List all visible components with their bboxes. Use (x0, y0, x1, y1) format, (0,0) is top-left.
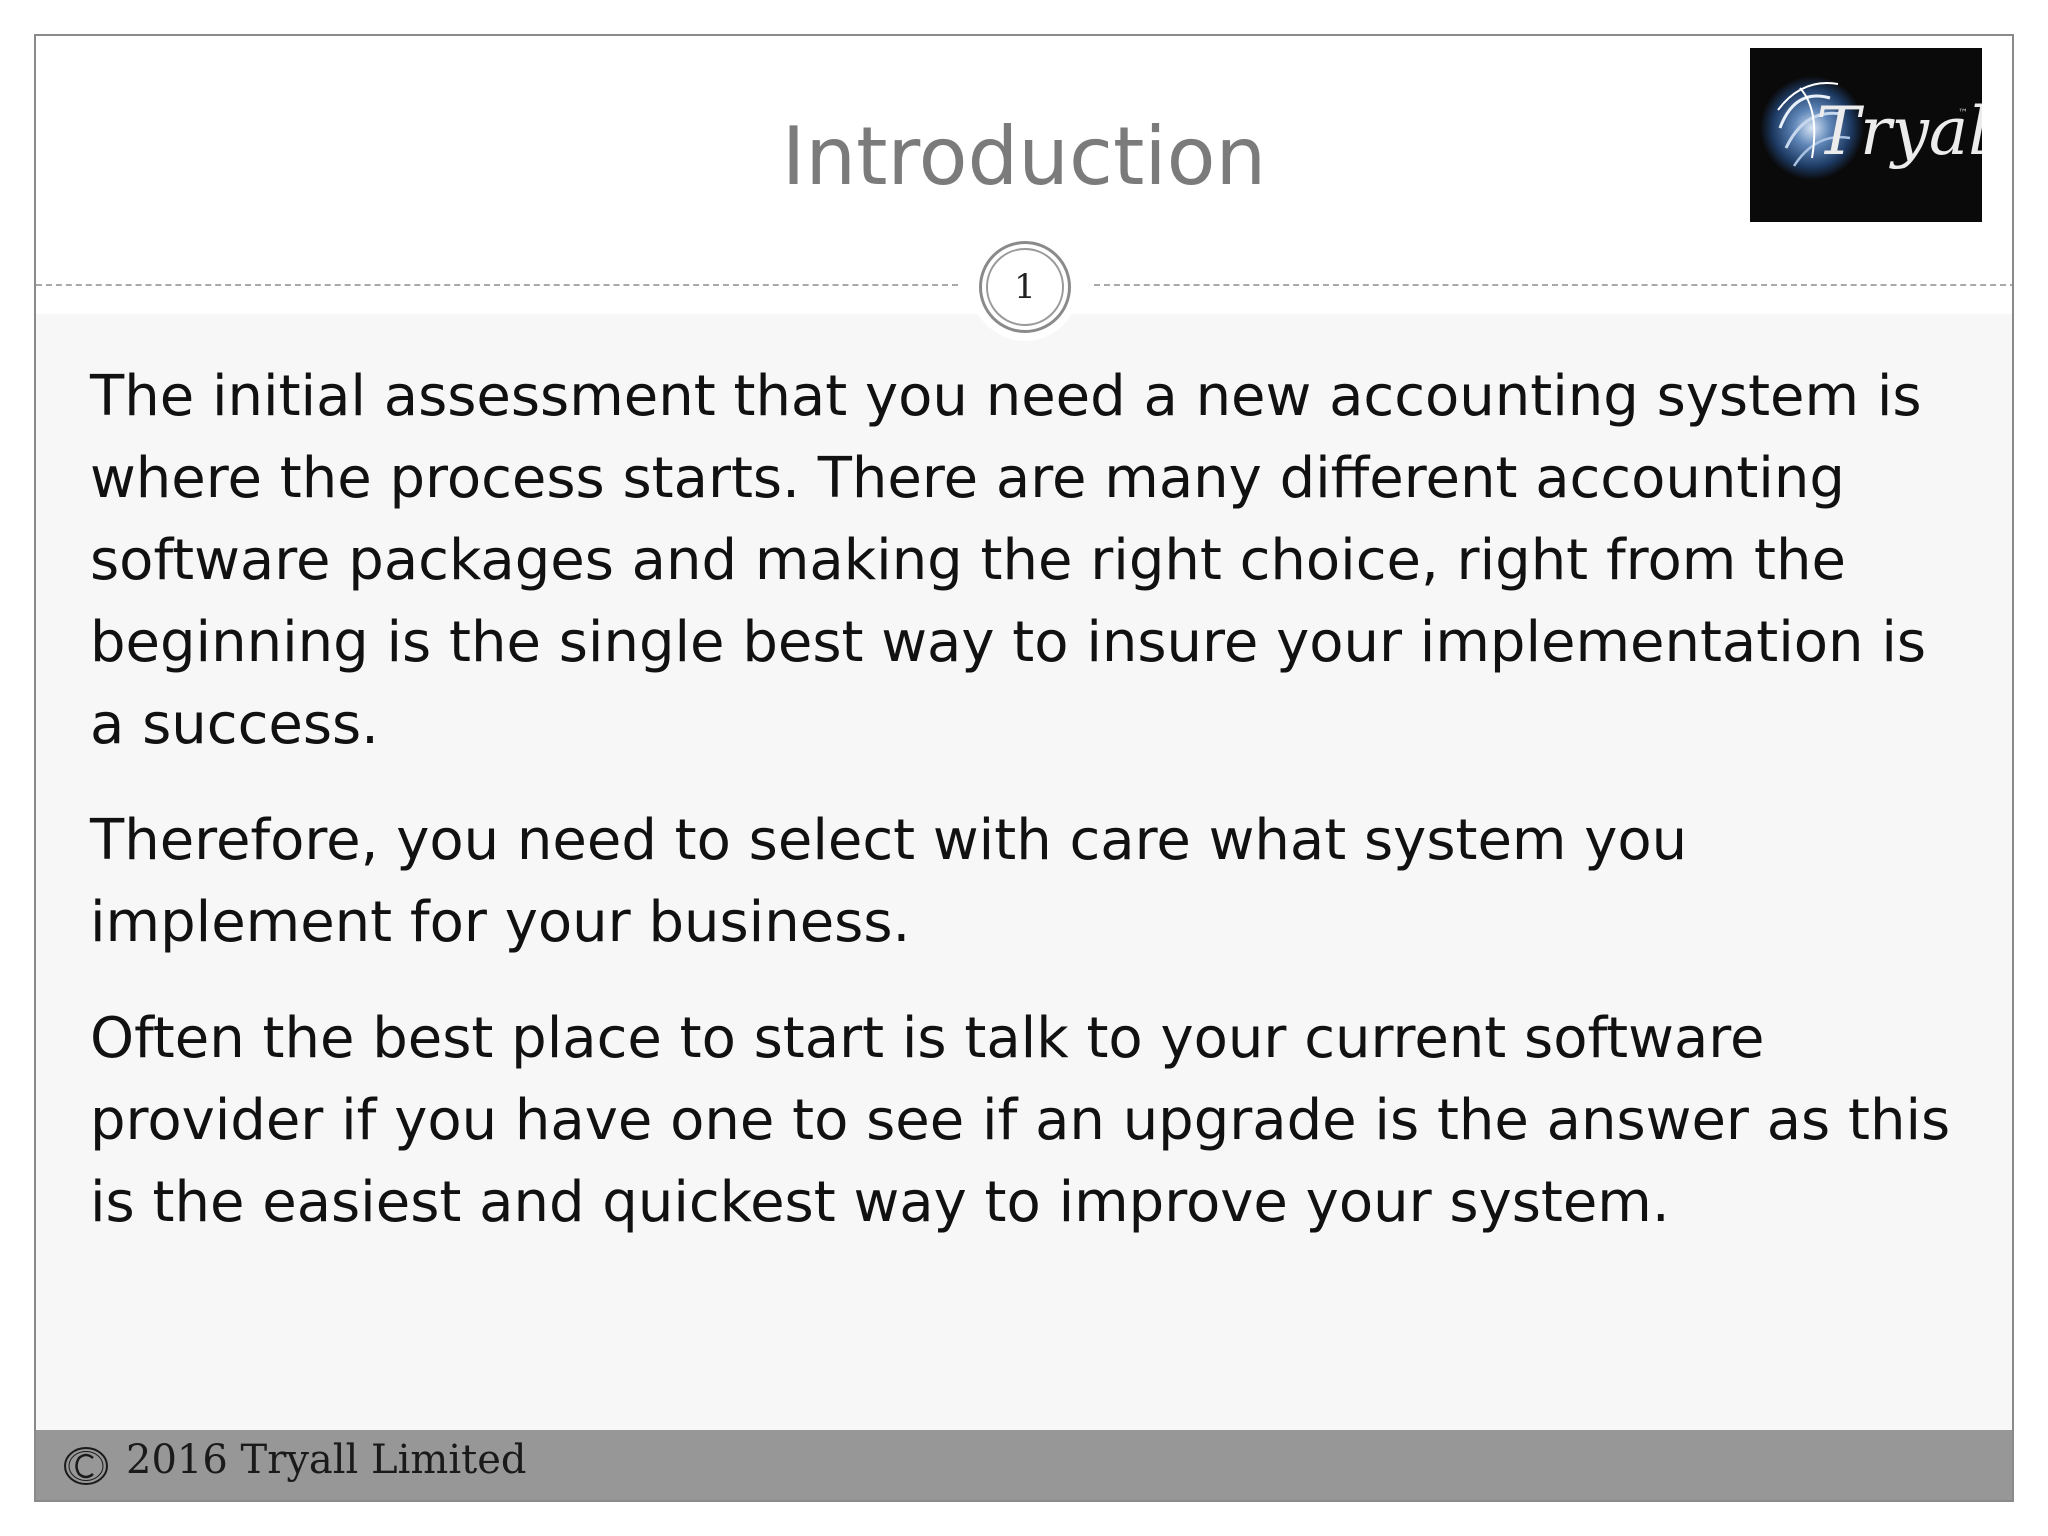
tryall-logo-graphic (1750, 48, 1982, 222)
title-divider-left (36, 284, 958, 286)
tryall-logo (1750, 48, 1982, 222)
copyright-icon (62, 1445, 110, 1487)
title-divider-right (1094, 284, 2014, 286)
body-paragraph-1: The initial assessment that you need a new accounting system is where the process starts. There are many different accounting software packages and making the right choice, right from the beginning is the single best way to insure your implementation is a success. (90, 364, 1927, 757)
page-number: 1 (1014, 267, 1036, 307)
body-paragraph-3: Often the best place to start is talk to your current software provider if you have one to see if an upgrade is the answer as this is the easiest and quickest way to improve your system. (90, 1006, 1951, 1235)
body-paragraph-2: Therefore, you need to select with care what system you implement for your business. (90, 808, 1688, 955)
footer-copyright-text: 2016 Tryall Limited (126, 1437, 527, 1483)
logo-wordmark: Trya (1816, 93, 1969, 170)
svg-text:™: ™ (1958, 108, 1968, 119)
slide-body (90, 356, 1970, 1278)
slide-footer (36, 1430, 2012, 1500)
slide (34, 34, 2014, 1502)
slide-title: Introduction (781, 110, 1267, 203)
page-number-badge (971, 233, 1079, 341)
